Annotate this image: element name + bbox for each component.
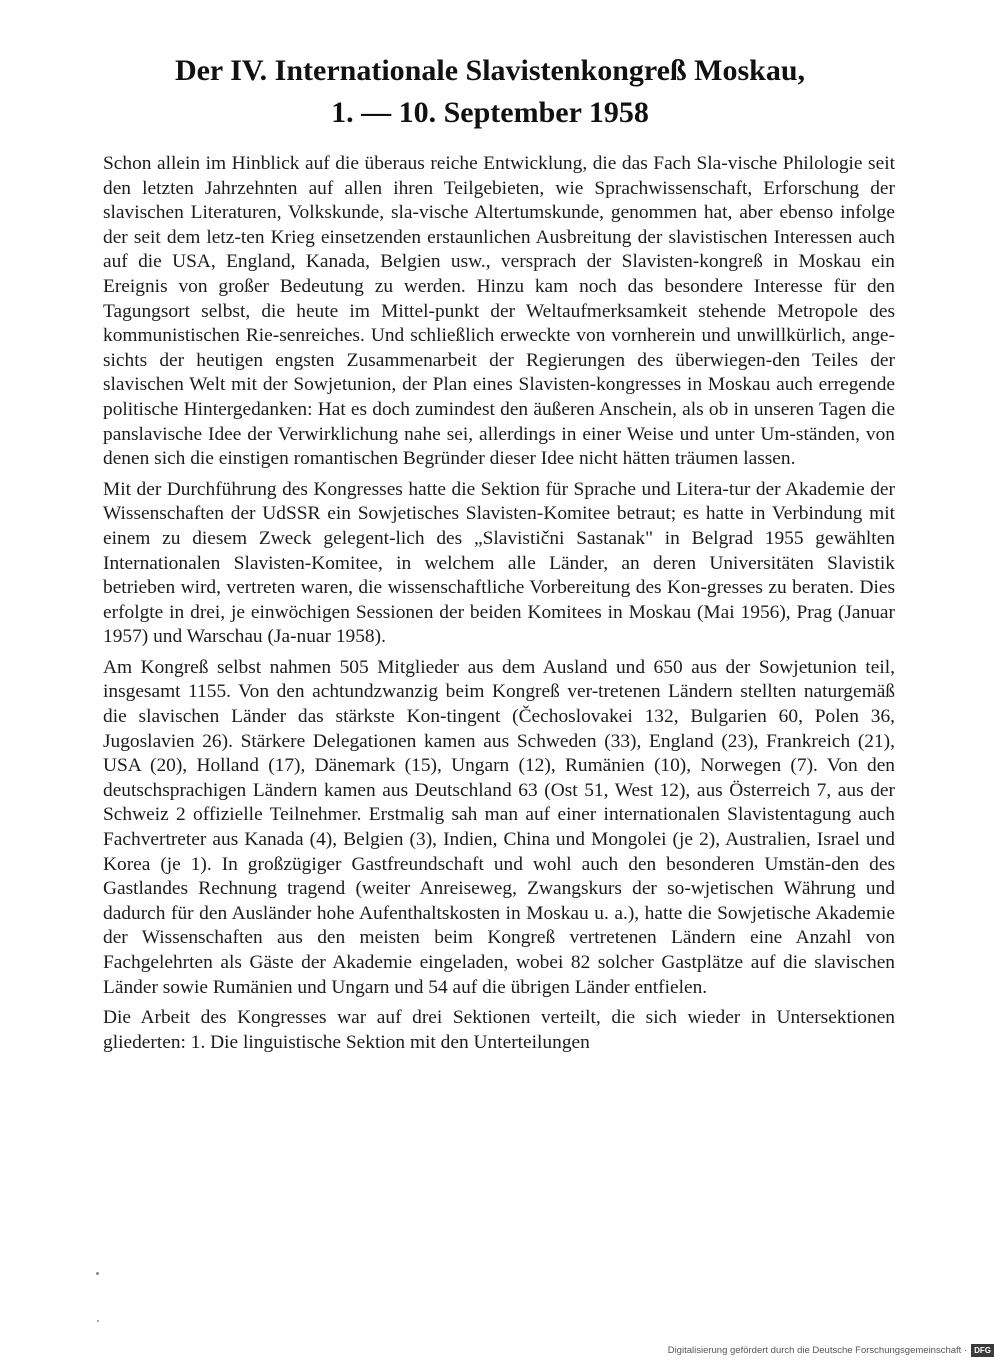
dfg-logo-icon: DFG xyxy=(971,1344,994,1357)
digitization-footer xyxy=(668,1344,994,1357)
paragraph-3: Am Kongreß selbst nahmen 505 Mitglieder aus dem Ausland und 650 aus der Sowjetunion teil, insgesamt 1155. Von den achtundzwanzig beim Kongreß ver-tretenen Ländern stellten naturgemäß die slavischen Länder das stärkste Kon-tingent (Čechoslovakei 132, Bulgarien 60, Polen 36, Jugoslavien 26). Stärkere Delegationen kamen aus Schweden (33), England (23), Frankreich (21), USA (20), Holland (17), Dänemark (15), Ungarn (12), Rumänien (10), Norwegen (7). Von den deutschsprachigen Ländern kamen aus Deutschland 63 (Ost 51, West 12), aus Österreich 7, aus der Schweiz 2 offizielle Teilnehmer. Erstmalig sah man auf einer internationalen Slavistentagung auch Fachvertreter aus Kanada (4), Belgien (3), Indien, China und Mongolei (je 2), Australien, Israel und Korea (je 1). In großzügiger Gastfreundschaft und wohl auch den besonderen Umstän-den des Gastlandes Rechnung tragend (weiter Anreiseweg, Zwangskurs der so-wjetischen Währung und dadurch für den Ausländer hohe Aufenthaltskosten in Moskau u. a.), hatte die Sowjetische Akademie der Wissenschaften aus den meisten beim Kongreß vertretenen Ländern eine Anzahl von Fachgelehrten als Gäste der Akademie eingeladen, wobei 82 solcher Gastplätze auf die slavischen Länder sowie Rumänien und Ungarn und 54 auf die übrigen Länder entfielen. xyxy=(103,656,895,998)
title-line-2: 1. — 10. September 1958 xyxy=(331,96,649,129)
paragraph-4: Die Arbeit des Kongresses war auf drei Sektionen verteilt, die sich wieder in Untersektionen gliederten: 1. Die linguistische Sektion mit den Unterteilungen xyxy=(103,1007,895,1053)
paragraph-2: Mit der Durchführung des Kongresses hatte die Sektion für Sprache und Litera-tur der Akademie der Wissenschaften der UdSSR ein Sowjetisches Slavisten-Komitee betraut; es hatte in Verbindung mit einem zu diesem Zweck gelegent-lich des „Slavistični Sastanak" in Belgrad 1955 gewählten Internationalen Slavisten-Komitee, in welchem alle Länder, an deren Universitäten Slavistik betrieben wird, vertreten waren, die wissenschaftliche Vorbereitung des Kon-gresses zu beraten. Dies erfolgte in drei, je einwöchigen Sessionen der beiden Komitees in Moskau (Mai 1956), Prag (Januar 1957) und Warschau (Ja-nuar 1958). xyxy=(103,478,895,648)
title-line-1: Der IV. Internationale Slavistenkongreß Moskau, xyxy=(174,54,806,87)
scan-speck xyxy=(96,1272,99,1275)
footer-credit: Digitalisierung gefördert durch die Deutsche Forschungsgemeinschaft · xyxy=(667,1345,968,1356)
page-title xyxy=(90,50,890,134)
article-body xyxy=(103,152,895,1061)
paragraph-1: Schon allein im Hinblick auf die überaus reiche Entwicklung, die das Fach Sla-vische Philologie seit den letzten Jahrzehnten auf allen ihren Teilgebieten, wie Sprachwissenschaft, Erforschung der slavischen Literaturen, Volkskunde, sla-vische Altertumskunde, genommen hat, aber ebenso infolge der seit dem letz-ten Krieg einsetzenden erstaunlichen Ausbreitung der slavistischen Interessen auch auf die USA, England, Kanada, Belgien usw., versprach der Slavisten-kongreß in Moskau ein Ereignis von großer Bedeutung zu werden. Hinzu kam noch das besondere Interesse für den Tagungsort selbst, die heute im Mittel-punkt der Weltaufmerksamkeit stehende Metropole des kommunistischen Rie-senreiches. Und schließlich erweckte von vornherein und unwillkürlich, ange-sichts der heutigen engsten Zusammenarbeit der Regierungen des überwiegen-den Teiles der slavischen Welt mit der Sowjetunion, der Plan eines Slavisten-kongresses in Moskau auch erregende politische Hintergedanken: Hat es doch zumindest den äußeren Anschein, als ob in unseren Tagen die panslavische Idee der Verwirklichung nahe sei, allerdings in einer Weise und unter Um-ständen, von denen sich die einstigen romantischen Begründer dieser Idee nicht hätten träumen lassen. xyxy=(103,153,895,470)
scan-speck xyxy=(97,1320,99,1322)
